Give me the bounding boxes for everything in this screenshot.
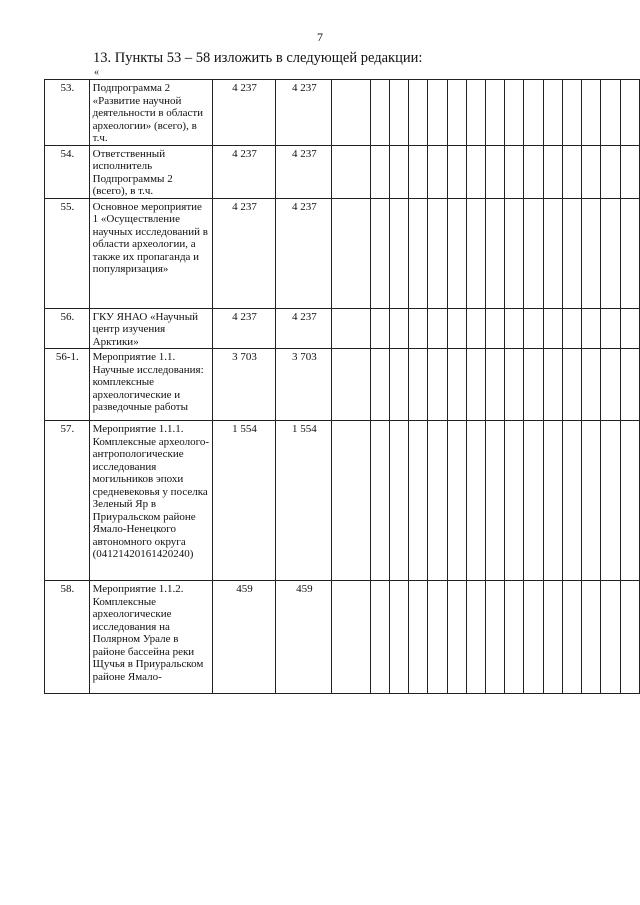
empty-cell bbox=[485, 349, 504, 421]
empty-cell bbox=[332, 145, 370, 198]
empty-cell bbox=[543, 198, 562, 308]
row-name: ГКУ ЯНАО «Научный центр изучения Арктики» bbox=[89, 308, 212, 349]
table-row bbox=[45, 198, 640, 308]
empty-cell bbox=[447, 421, 466, 581]
empty-cell bbox=[370, 421, 389, 581]
empty-cell bbox=[370, 308, 389, 349]
row-value-2: 4 237 bbox=[276, 198, 332, 308]
row-number: 57. bbox=[45, 421, 90, 581]
row-value-1: 4 237 bbox=[212, 80, 276, 146]
empty-cell bbox=[370, 198, 389, 308]
row-number: 56-1. bbox=[45, 349, 90, 421]
empty-cell bbox=[428, 80, 447, 146]
table-row bbox=[45, 581, 640, 694]
empty-cell bbox=[409, 145, 428, 198]
empty-cell bbox=[562, 349, 581, 421]
row-name: Ответственный исполнитель Подпрограммы 2 (всего), в т.ч. bbox=[89, 145, 212, 198]
empty-cell bbox=[582, 421, 601, 581]
empty-cell bbox=[332, 198, 370, 308]
row-name: Мероприятие 1.1.2. Комплексные археологические исследования на Полярном Урале в районе бассейна реки Щучья в Приуральском районе Ямало- bbox=[89, 581, 212, 694]
empty-cell bbox=[582, 308, 601, 349]
empty-cell bbox=[389, 581, 408, 694]
empty-cell bbox=[543, 145, 562, 198]
empty-cell bbox=[485, 308, 504, 349]
row-number: 54. bbox=[45, 145, 90, 198]
empty-cell bbox=[389, 421, 408, 581]
empty-cell bbox=[370, 145, 389, 198]
row-value-1: 1 554 bbox=[212, 421, 276, 581]
empty-cell bbox=[447, 349, 466, 421]
row-number: 55. bbox=[45, 198, 90, 308]
empty-cell bbox=[409, 581, 428, 694]
row-number: 58. bbox=[45, 581, 90, 694]
row-value-1: 4 237 bbox=[212, 145, 276, 198]
row-name: Основное мероприятие 1 «Осуществление научных исследований в области археологии, а также их пропаганда и популяризация» bbox=[89, 198, 212, 308]
empty-cell bbox=[562, 421, 581, 581]
empty-cell bbox=[601, 80, 620, 146]
empty-cell bbox=[409, 308, 428, 349]
row-value-2: 4 237 bbox=[276, 308, 332, 349]
empty-cell bbox=[562, 145, 581, 198]
empty-cell bbox=[505, 80, 524, 146]
empty-cell bbox=[409, 349, 428, 421]
empty-cell bbox=[428, 581, 447, 694]
empty-cell bbox=[524, 308, 543, 349]
empty-cell bbox=[466, 581, 485, 694]
empty-cell bbox=[466, 308, 485, 349]
empty-cell bbox=[466, 198, 485, 308]
empty-cell bbox=[582, 80, 601, 146]
empty-cell bbox=[389, 198, 408, 308]
empty-cell bbox=[620, 349, 639, 421]
empty-cell bbox=[582, 145, 601, 198]
empty-cell bbox=[601, 349, 620, 421]
table-body bbox=[45, 80, 640, 694]
empty-cell bbox=[543, 421, 562, 581]
budget-table bbox=[44, 79, 640, 694]
empty-cell bbox=[428, 308, 447, 349]
page-number: 7 bbox=[317, 30, 323, 44]
table-row bbox=[45, 308, 640, 349]
empty-cell bbox=[524, 80, 543, 146]
row-value-2: 4 237 bbox=[276, 80, 332, 146]
empty-cell bbox=[505, 308, 524, 349]
empty-cell bbox=[447, 145, 466, 198]
empty-cell bbox=[409, 80, 428, 146]
empty-cell bbox=[582, 349, 601, 421]
row-name: Мероприятие 1.1.1. Комплексные археолого-антропологические исследования могильников эпохи средневековья у поселка Зеленый Яр в Приуральском районе Ямало-Ненецкого автономного округа (04121420161420240) bbox=[89, 421, 212, 581]
empty-cell bbox=[505, 198, 524, 308]
empty-cell bbox=[620, 80, 639, 146]
empty-cell bbox=[582, 198, 601, 308]
empty-cell bbox=[466, 421, 485, 581]
empty-cell bbox=[601, 198, 620, 308]
empty-cell bbox=[582, 581, 601, 694]
empty-cell bbox=[620, 198, 639, 308]
empty-cell bbox=[562, 308, 581, 349]
empty-cell bbox=[524, 581, 543, 694]
row-value-2: 459 bbox=[276, 581, 332, 694]
empty-cell bbox=[485, 581, 504, 694]
row-number: 53. bbox=[45, 80, 90, 146]
row-value-2: 1 554 bbox=[276, 421, 332, 581]
table-row bbox=[45, 421, 640, 581]
empty-cell bbox=[428, 198, 447, 308]
empty-cell bbox=[389, 349, 408, 421]
table-row bbox=[45, 349, 640, 421]
row-value-2: 3 703 bbox=[276, 349, 332, 421]
empty-cell bbox=[485, 145, 504, 198]
empty-cell bbox=[447, 80, 466, 146]
empty-cell bbox=[370, 581, 389, 694]
row-value-1: 3 703 bbox=[212, 349, 276, 421]
empty-cell bbox=[447, 198, 466, 308]
row-number: 56. bbox=[45, 308, 90, 349]
empty-cell bbox=[505, 581, 524, 694]
empty-cell bbox=[428, 145, 447, 198]
empty-cell bbox=[601, 308, 620, 349]
empty-cell bbox=[620, 145, 639, 198]
empty-cell bbox=[466, 145, 485, 198]
empty-cell bbox=[543, 581, 562, 694]
row-value-1: 4 237 bbox=[212, 308, 276, 349]
row-name: Мероприятие 1.1. Научные исследования: комплексные археологические и разведочные работы bbox=[89, 349, 212, 421]
empty-cell bbox=[562, 80, 581, 146]
empty-cell bbox=[620, 421, 639, 581]
empty-cell bbox=[524, 198, 543, 308]
row-value-2: 4 237 bbox=[276, 145, 332, 198]
empty-cell bbox=[543, 308, 562, 349]
empty-cell bbox=[409, 421, 428, 581]
empty-cell bbox=[601, 581, 620, 694]
empty-cell bbox=[466, 80, 485, 146]
empty-cell bbox=[524, 349, 543, 421]
empty-cell bbox=[370, 80, 389, 146]
row-name: Подпрограмма 2 «Развитие научной деятельности в области археологии» (всего), в т.ч. bbox=[89, 80, 212, 146]
empty-cell bbox=[332, 581, 370, 694]
empty-cell bbox=[562, 581, 581, 694]
empty-cell bbox=[428, 421, 447, 581]
empty-cell bbox=[332, 421, 370, 581]
empty-cell bbox=[620, 308, 639, 349]
row-value-1: 459 bbox=[212, 581, 276, 694]
empty-cell bbox=[466, 349, 485, 421]
empty-cell bbox=[447, 581, 466, 694]
table-row bbox=[45, 145, 640, 198]
empty-cell bbox=[505, 145, 524, 198]
empty-cell bbox=[332, 349, 370, 421]
empty-cell bbox=[620, 581, 639, 694]
opening-quote-mark: « bbox=[94, 67, 99, 78]
table-row bbox=[45, 80, 640, 146]
empty-cell bbox=[447, 308, 466, 349]
empty-cell bbox=[485, 421, 504, 581]
empty-cell bbox=[562, 198, 581, 308]
empty-cell bbox=[601, 145, 620, 198]
empty-cell bbox=[428, 349, 447, 421]
empty-cell bbox=[505, 349, 524, 421]
empty-cell bbox=[505, 421, 524, 581]
empty-cell bbox=[524, 145, 543, 198]
empty-cell bbox=[485, 80, 504, 146]
empty-cell bbox=[389, 308, 408, 349]
section-heading: 13. Пункты 53 – 58 изложить в следующей редакции: bbox=[93, 50, 423, 66]
row-value-1: 4 237 bbox=[212, 198, 276, 308]
empty-cell bbox=[332, 80, 370, 146]
empty-cell bbox=[389, 80, 408, 146]
empty-cell bbox=[601, 421, 620, 581]
empty-cell bbox=[389, 145, 408, 198]
empty-cell bbox=[370, 349, 389, 421]
empty-cell bbox=[543, 349, 562, 421]
empty-cell bbox=[524, 421, 543, 581]
empty-cell bbox=[485, 198, 504, 308]
empty-cell bbox=[409, 198, 428, 308]
empty-cell bbox=[332, 308, 370, 349]
empty-cell bbox=[543, 80, 562, 146]
